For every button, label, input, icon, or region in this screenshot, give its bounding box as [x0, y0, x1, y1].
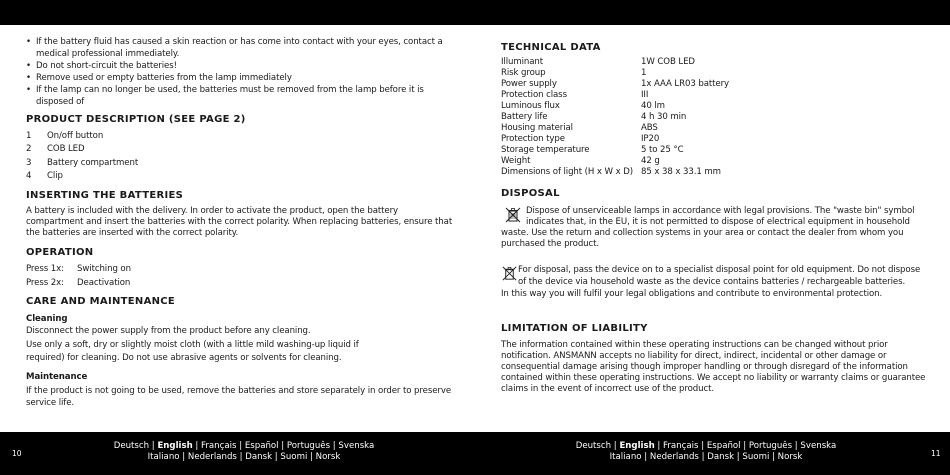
language-links[interactable]: | Français | Español | Português | Svenska: [654, 441, 837, 451]
language-active[interactable]: English: [619, 441, 655, 451]
spec-key: Risk group: [501, 68, 546, 78]
spec-value: 5 to 25 °C: [641, 145, 684, 155]
item-label: On/off button: [47, 131, 104, 141]
spec-value: 1x AAA LR03 battery: [641, 79, 730, 89]
bullet-item: • Do not short-circuit the batteries!: [26, 60, 454, 72]
item-number: 3: [26, 157, 32, 168]
spec-value: 85 x 38 x 33.1 mm: [641, 167, 721, 177]
technical-data-table: [501, 57, 929, 178]
product-description-list: [26, 130, 454, 183]
operation-list: [26, 263, 454, 290]
spec-value: 1: [641, 68, 647, 78]
maintenance-heading: Maintenance: [26, 371, 88, 382]
disposal-heading: DISPOSAL: [501, 188, 560, 199]
top-bar: [0, 0, 950, 25]
right-column: [501, 42, 929, 395]
table-row: [501, 90, 929, 101]
spec-key: Protection type: [501, 134, 565, 144]
list-item: [26, 143, 454, 156]
bullet-item: • If the battery fluid has caused a skin reaction or has come into contact with your eyes, contact a medical professional immediately.: [26, 36, 454, 60]
disposal-text-2: For disposal, pass the device on to a specialist disposal point for old equipment. Do not dispose of the device via household waste as the device contains batteries / rechargeable batteries.: [518, 265, 921, 287]
item-number: 2: [26, 144, 32, 155]
liability-text: The information contained within these operating instructions can be changed without prior notification. ANSMANN accepts no liability for direct, indirect, incidental or other damage or consequential damage arising though improper handling or through disregard of the information contained within these operating instructions. We accept no liability or warranty claims or guarantee claims in the event of incorrect use of the product.: [501, 339, 926, 394]
language-line-1: [94, 441, 394, 452]
spec-key: Battery life: [501, 112, 548, 122]
cleaning-text: [26, 325, 454, 366]
spec-value: IP20: [641, 134, 660, 144]
cleaning-heading: Cleaning: [26, 314, 68, 325]
language-nav-right: [556, 441, 856, 463]
language-links[interactable]: Deutsch |: [113, 441, 158, 451]
spec-key: Housing material: [501, 123, 573, 133]
text-line: Disconnect the power supply from the product before any cleaning.: [26, 326, 311, 337]
table-row: [501, 57, 929, 68]
product-description-heading: PRODUCT DESCRIPTION (SEE PAGE 2): [26, 114, 246, 125]
disposal-paragraph-1: [501, 206, 929, 250]
list-item: [26, 130, 454, 143]
spec-value: 40 lm: [641, 101, 665, 111]
page-number-right: 11: [931, 449, 941, 458]
crossed-out-bin-icon: [501, 265, 518, 282]
bullet-item: • Remove used or empty batteries from the lamp immediately: [26, 72, 454, 84]
operation-value: Deactivation: [77, 277, 131, 288]
text-line: Use only a soft, dry or slightly moist cloth (with a little mild washing-up liquid if: [26, 339, 359, 350]
table-row: [501, 145, 929, 156]
inserting-batteries-heading: INSERTING THE BATTERIES: [26, 190, 184, 202]
disposal-text-3: In this way you will fulfil your legal obligations and contribute to environmental protection.: [501, 289, 883, 299]
bullet-item: • If the lamp can no longer be used, the batteries must be removed from the lamp before it is disposed of: [26, 84, 454, 108]
spec-key: Storage temperature: [501, 145, 590, 155]
text-line: required) for cleaning. Do not use abrasive agents or solvents for cleaning.: [26, 353, 342, 364]
item-label: Clip: [47, 170, 63, 181]
language-links[interactable]: Deutsch |: [575, 441, 620, 451]
inserting-batteries-text: A battery is included with the delivery. In order to activate the product, open the battery compartment and insert the batteries with the correct polarity. When replacing batteries, ensure that the batteries are inserted with the correct polarity.: [26, 206, 453, 239]
language-line-2[interactable]: Italiano | Nederlands | Dansk | Suomi | Norsk: [609, 452, 803, 462]
spec-value: 1W COB LED: [641, 57, 695, 67]
left-column: [26, 36, 454, 409]
language-line-2[interactable]: Italiano | Nederlands | Dansk | Suomi | Norsk: [147, 452, 341, 462]
list-item: [26, 157, 454, 170]
item-number: 1: [26, 131, 32, 141]
table-row: [501, 112, 929, 123]
spec-key: Weight: [501, 156, 531, 166]
liability-heading: LIMITATION OF LIABILITY: [501, 322, 648, 334]
language-links[interactable]: | Français | Español | Português | Svenska: [192, 441, 375, 451]
table-row: [501, 123, 929, 134]
disposal-paragraph-2: [501, 265, 929, 301]
list-item: [26, 170, 454, 183]
crossed-out-bin-icon: [504, 206, 522, 224]
language-active[interactable]: English: [157, 441, 193, 451]
operation-heading: OPERATION: [26, 247, 94, 259]
list-item: [26, 263, 454, 277]
technical-data-heading: TECHNICAL DATA: [501, 42, 601, 53]
table-row: [501, 101, 929, 112]
operation-key: Press 1x:: [26, 264, 64, 275]
table-row: [501, 134, 929, 145]
table-row: [501, 156, 929, 167]
safety-bullets: [26, 36, 454, 108]
maintenance-text: If the product is not going to be used, remove the batteries and store separately in order to preserve service life.: [26, 385, 452, 408]
language-nav-left: [94, 441, 394, 463]
spec-value: ABS: [641, 123, 658, 133]
spec-key: Protection class: [501, 90, 567, 100]
spec-key: Dimensions of light (H x W x D): [501, 167, 633, 177]
language-line-1: [556, 441, 856, 452]
item-number: 4: [26, 170, 32, 181]
table-row: [501, 68, 929, 79]
page-number-left: 10: [12, 449, 22, 458]
list-item: [26, 277, 454, 291]
care-heading: CARE AND MAINTENANCE: [26, 296, 176, 308]
disposal-text-1: Dispose of unserviceable lamps in accordance with legal provisions. The "waste bin" symbol indicates that, in the EU, it is not permitted to dispose of electrical equipment in household waste. Use the return and collection systems in your area or contact the dealer from whom you purchased the product.: [501, 206, 915, 249]
table-row: [501, 167, 929, 178]
table-row: [501, 79, 929, 90]
spec-value: 4 h 30 min: [641, 112, 687, 122]
spec-key: Power supply: [501, 79, 557, 89]
spec-key: Illuminant: [501, 57, 544, 67]
spec-key: Luminous flux: [501, 101, 560, 111]
item-label: COB LED: [47, 144, 85, 155]
operation-value: Switching on: [77, 264, 131, 275]
spec-value: 42 g: [641, 156, 660, 166]
spec-value: III: [641, 90, 649, 100]
operation-key: Press 2x:: [26, 277, 64, 288]
item-label: Battery compartment: [47, 157, 139, 168]
